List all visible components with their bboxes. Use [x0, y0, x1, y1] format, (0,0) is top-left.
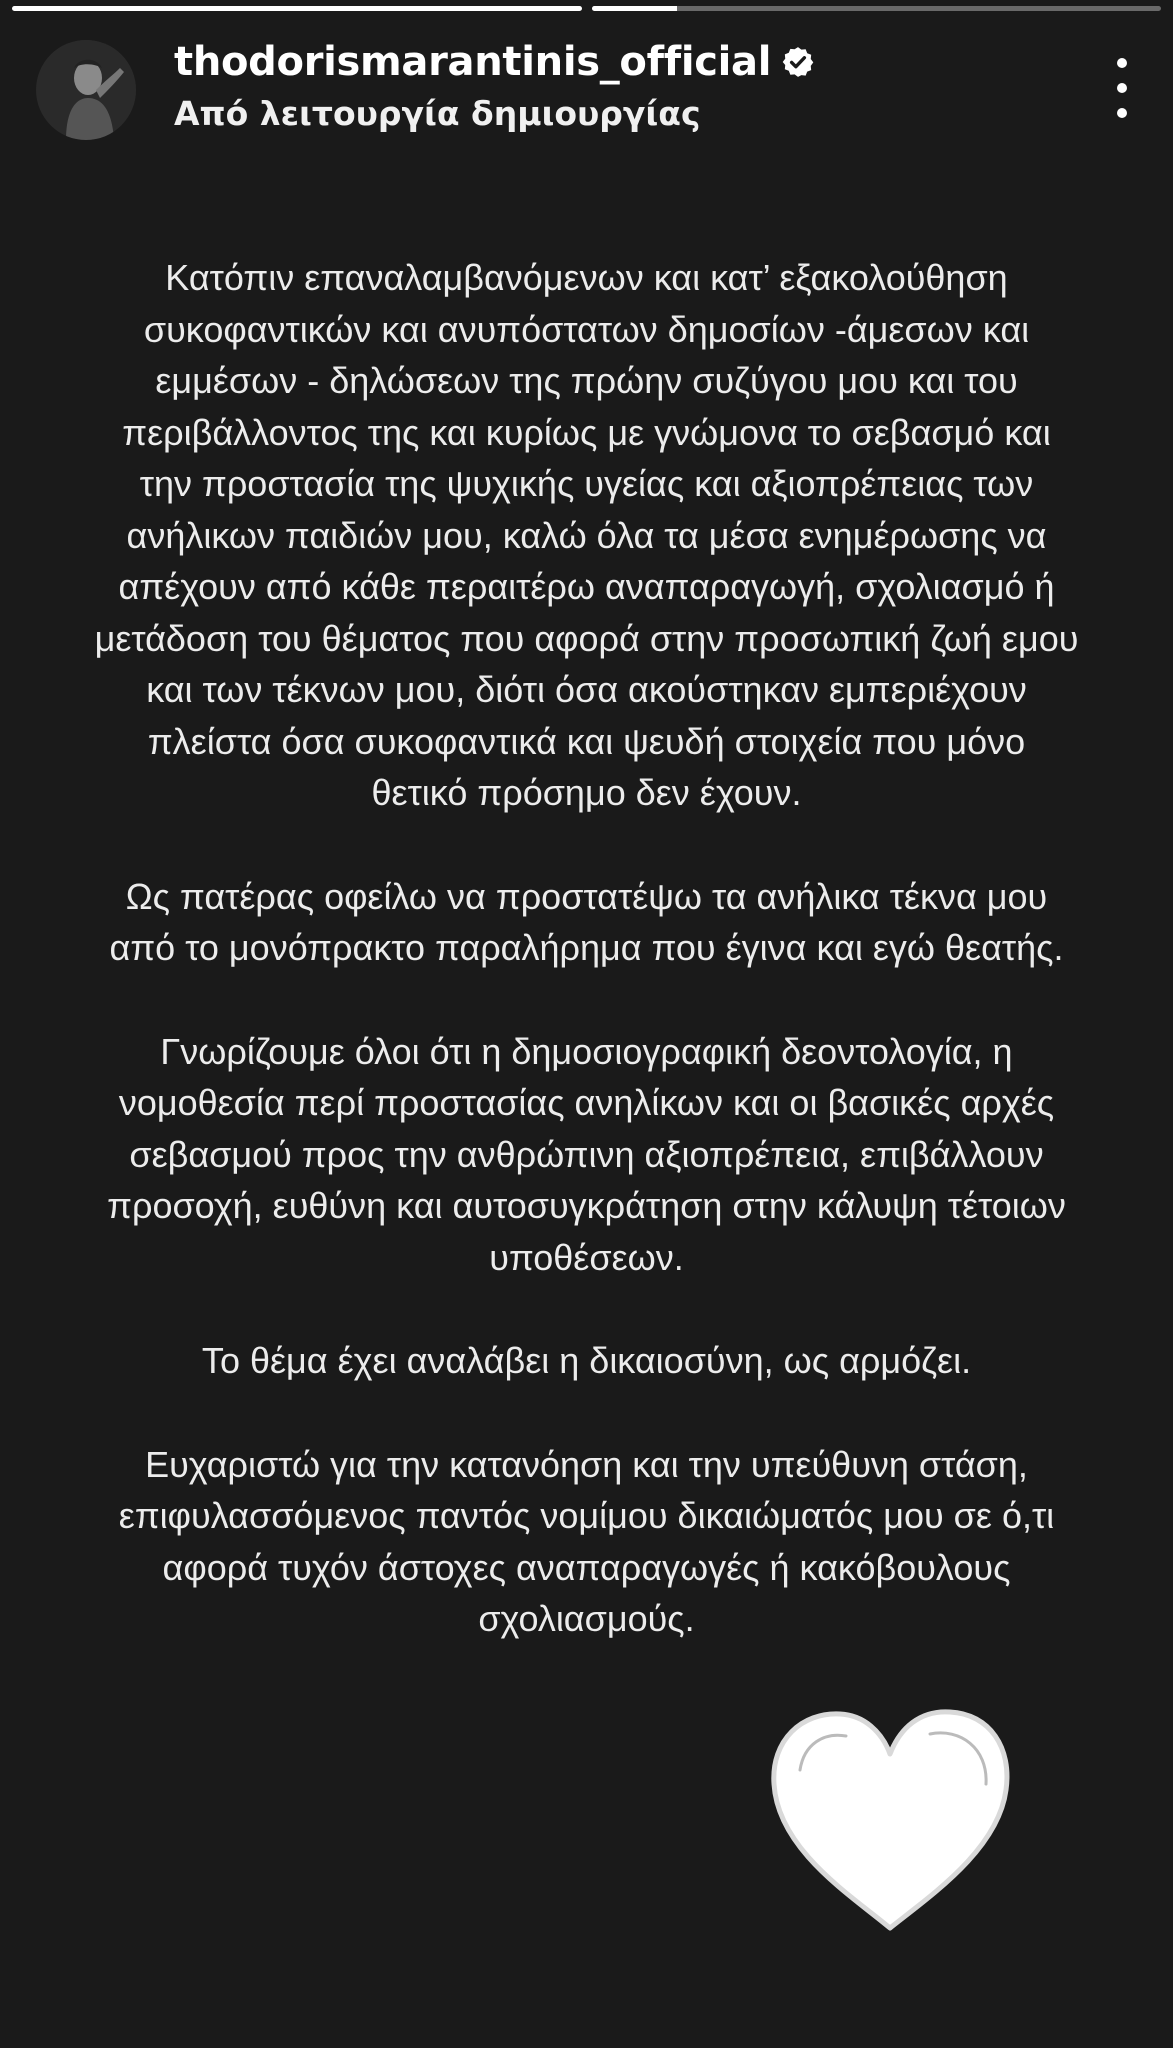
story-text-content	[10, 252, 1163, 1697]
paragraph-4: Το θέμα έχει αναλάβει η δικαιοσύνη, ως αρμόζει.	[201, 1340, 972, 1381]
story-progress-segment-1	[12, 6, 582, 11]
paragraph-5: Ευχαριστώ για την κατανόηση και την υπεύθυνη στάση, επιφυλασσόμενος παντός νομίμου δικαιώματός μου σε ό,τι αφορά τυχόν άστοχες αναπαραγωγές ή κακόβουλους σχολιασμούς.	[118, 1443, 1055, 1639]
profile-photo-icon	[36, 40, 136, 140]
story-subtitle: Από λειτουργία δημιουργίας	[174, 94, 701, 133]
story-progress-bar	[12, 6, 1161, 12]
avatar[interactable]	[36, 40, 136, 140]
verified-badge-icon	[781, 45, 815, 79]
more-vertical-icon[interactable]	[1107, 58, 1137, 118]
paragraph-1: Κατόπιν επαναλαμβανόμενων και κατ’ εξακολούθηση συκοφαντικών και ανυπόστατων δημοσίων -άμεσων και εμμέσων - δηλώσεων της πρώην συζύγου μου και του περιβάλλοντος της και κυρίως με γνώμονα το σεβασμό και την προστασία της ψυχικής υγείας και αξιοπρέπειας των ανήλικων παιδιών μου, καλώ όλα τα μέσα ενημέρωσης να απέχουν από κάθε περαιτέρω αναπαραγωγή, σχολιασμό ή μετάδοση του θέματος που αφορά στην προσωπική ζωή εμου και των τέκνων μου, διότι όσα ακούστηκαν εμπεριέχουν πλείστα όσα συκοφαντικά και ψευδή στοιχεία που μόνο θετικό πρόσημο δεν έχουν.	[94, 257, 1079, 813]
story-header	[36, 36, 1137, 146]
username[interactable]: thodorismarantinis_official	[174, 39, 772, 85]
white-heart-icon	[760, 1700, 1020, 1940]
paragraph-3: Γνωρίζουμε όλοι ότι η δημοσιογραφική δεοντολογία, η νομοθεσία περί προστασίας ανηλίκων και οι βασικές αρχές σεβασμού προς την ανθρώπινη αξιοπρέπεια, επιβάλλουν προσοχή, ευθύνη και αυτοσυγκράτηση στην κάλυψη τέτοιων υποθέσεων.	[107, 1030, 1066, 1278]
paragraph-2: Ως πατέρας οφείλω να προστατέψω τα ανήλικα τέκνα μου από το μονόπρακτο παραλήρημα που έγινα και εγώ θεατής.	[109, 875, 1064, 968]
story-progress-segment-2	[592, 6, 1162, 11]
